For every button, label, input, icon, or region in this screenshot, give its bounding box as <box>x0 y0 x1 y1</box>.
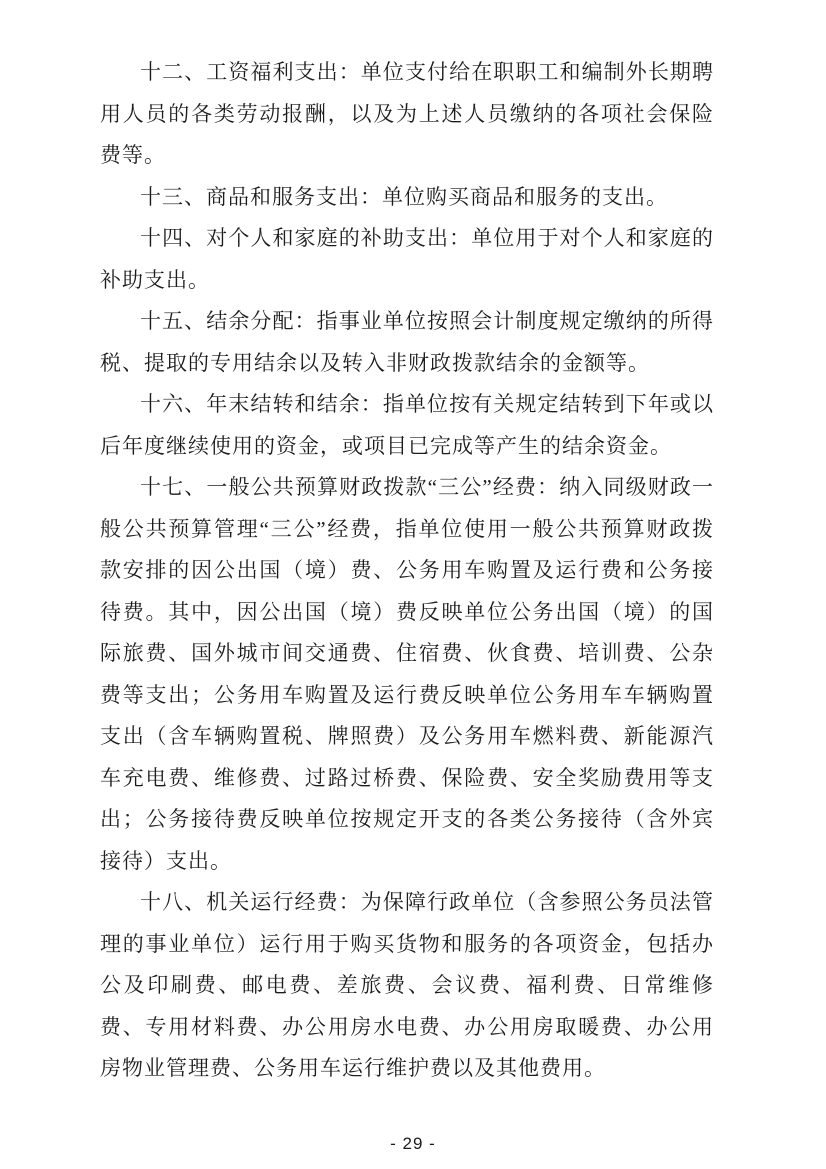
paragraph-item-13: 十三、商品和服务支出：单位购买商品和服务的支出。 <box>140 184 668 209</box>
paragraph-item-18: 十八、机关运行经费：为保障行政单位（含参照公务员法管理的事业单位）运行用于购买货物和服务的各项资金，包括办公及印刷费、邮电费、差旅费、会议费、福利费、日常维修费、专用材料费、办公用房水电费、办公用房取暖费、办公用房物业管理费、公务用车运行维护费以及其他费用。 <box>100 890 714 1080</box>
paragraph-item-16: 十六、年末结转和结余：指单位按有关规定结转到下年或以后年度继续使用的资金，或项目已完成等产生的结余资金。 <box>100 392 714 458</box>
page-number: - 29 - <box>390 1134 436 1153</box>
paragraph-item-17: 十七、一般公共预算财政拨款“三公”经费：纳入同级财政一般公共预算管理“三公”经费，指单位使用一般公共预算财政拨款安排的因公出国（境）费、公务用车购置及运行费和公务接待费。其中，因公出国（境）费反映单位公务出国（境）的国际旅费、国外城市间交通费、住宿费、伙食费、培训费、公杂费等支出；公务用车购置及运行费反映单位公务用车车辆购置支出（含车辆购置税、牌照费）及公务用车燃料费、新能源汽车充电费、维修费、过路过桥费、保险费、安全奖励费用等支出；公务接待费反映单位按规定开支的各类公务接待（含外宾接待）支出。 <box>100 475 714 873</box>
paragraph-item-15: 十五、结余分配：指事业单位按照会计制度规定缴纳的所得税、提取的专用结余以及转入非财政拨款结余的金额等。 <box>100 309 714 375</box>
document-body <box>100 52 714 1090</box>
paragraph-item-14: 十四、对个人和家庭的补助支出：单位用于对个人和家庭的补助支出。 <box>100 226 714 292</box>
paragraph-item-12: 十二、工资福利支出：单位支付给在职职工和编制外长期聘用人员的各类劳动报酬，以及为上述人员缴纳的各项社会保险费等。 <box>100 60 714 167</box>
